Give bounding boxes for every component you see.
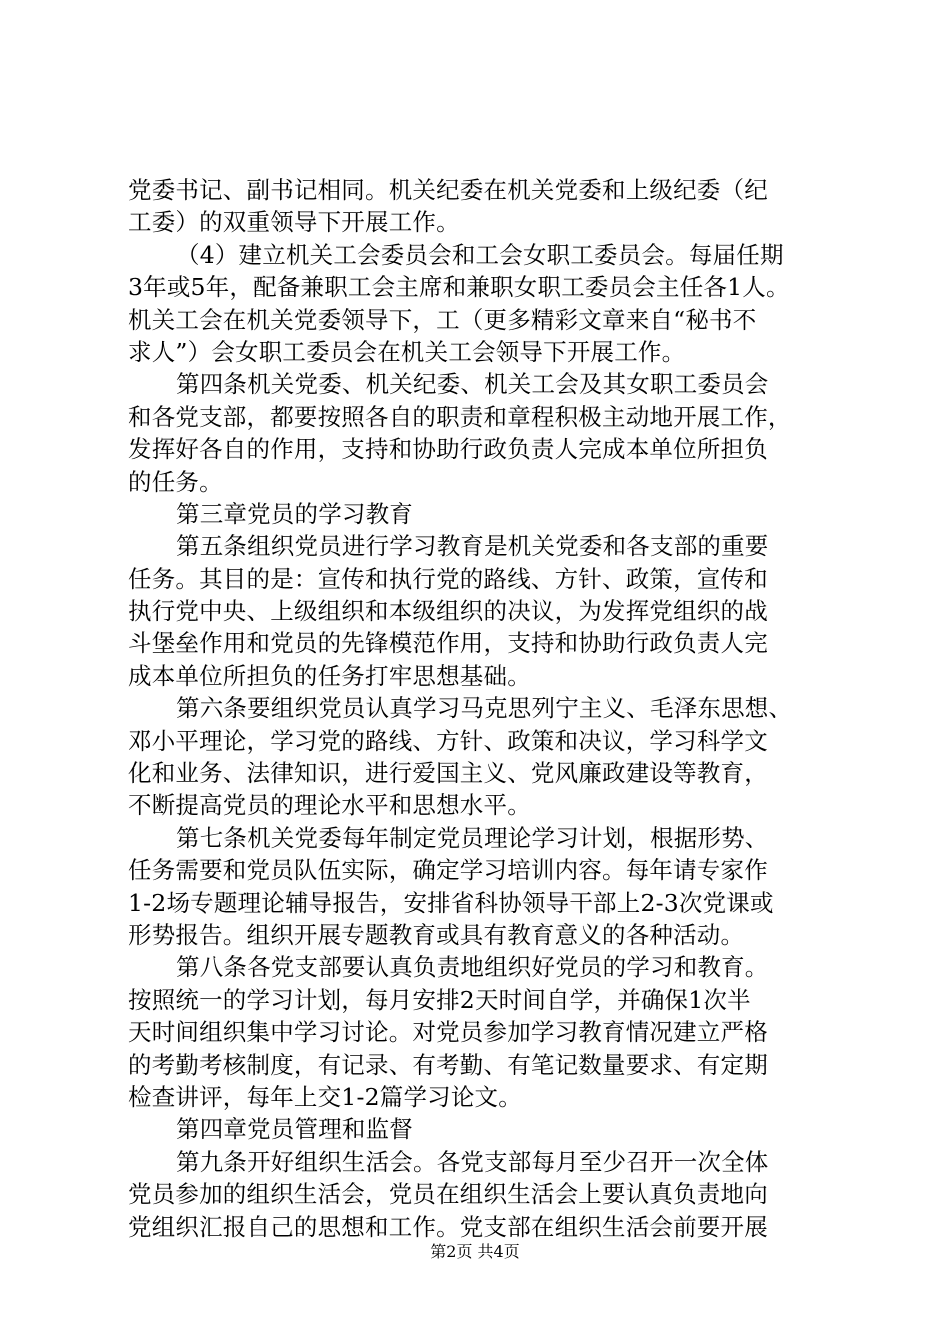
paragraph-first-line: 第八条各党支部要认真负责地组织好党员的学习和教育。	[176, 953, 769, 982]
text-line: 的任务。	[128, 467, 223, 496]
text-line: 党员参加的组织生活会，党员在组织生活会上要认真负责地向	[128, 1180, 768, 1209]
text-line: 形势报告。组织开展专题教育或具有教育意义的各种活动。	[128, 920, 745, 949]
text-line: 3年或5年，配备兼职工会主席和兼职女职工委员会主任各1人。	[128, 273, 790, 302]
text-line: 工委）的双重领导下开展工作。	[128, 208, 460, 237]
paragraph-first-line: 第九条开好组织生活会。各党支部每月至少召开一次全体	[176, 1147, 769, 1176]
text-line: 任务。其目的是：宣传和执行党的路线、方针、政策，宣传和	[128, 564, 768, 593]
text-line: 和各党支部，都要按照各自的职责和章程积极主动地开展工作，	[128, 402, 792, 431]
paragraph-first-line: 第五条组织党员进行学习教育是机关党委和各支部的重要	[176, 532, 769, 561]
page-number-footer: 第2页 共4页	[430, 1242, 520, 1261]
paragraph-first-line: 第六条要组织党员认真学习马克思列宁主义、毛泽东思想、	[176, 694, 793, 723]
paragraph-first-line: （4）建立机关工会委员会和工会女职工委员会。每届任期	[176, 240, 784, 269]
text-line: 成本单位所担负的任务打牢思想基础。	[128, 661, 531, 690]
document-body	[128, 174, 828, 1243]
text-line: 求人”）会女职工委员会在机关工会领导下开展工作。	[128, 337, 686, 366]
paragraph-first-line: 第三章党员的学习教育	[176, 499, 413, 528]
text-line: 1-2场专题理论辅导报告，安排省科协领导干部上2-3次党课或	[128, 888, 774, 917]
text-line: 不断提高党员的理论水平和思想水平。	[128, 791, 531, 820]
paragraph-first-line: 第七条机关党委每年制定党员理论学习计划，根据形势、	[176, 823, 769, 852]
text-line: 的考勤考核制度，有记录、有考勤、有笔记数量要求、有定期	[128, 1050, 768, 1079]
paragraph-first-line: 第四条机关党委、机关纪委、机关工会及其女职工委员会	[176, 370, 769, 399]
text-line: 斗堡垒作用和党员的先锋模范作用，支持和协助行政负责人完	[128, 629, 768, 658]
text-line: 机关工会在机关党委领导下，工（更多精彩文章来自“秘书不	[128, 305, 757, 334]
text-line: 检查讲评，每年上交1-2篇学习论文。	[128, 1082, 522, 1111]
text-line: 化和业务、法律知识，进行爱国主义、党风廉政建设等教育，	[128, 759, 768, 788]
text-line: 邓小平理论，学习党的路线、方针、政策和决议，学习科学文	[128, 726, 768, 755]
text-line: 任务需要和党员队伍实际，确定学习培训内容。每年请专家作	[128, 856, 768, 885]
text-line: 按照统一的学习计划，每月安排2天时间自学，并确保1次半	[128, 985, 751, 1014]
text-line: 党组织汇报自己的思想和工作。党支部在组织生活会前要开展	[128, 1212, 768, 1241]
text-line: 天时间组织集中学习讨论。对党员参加学习教育情况建立严格	[128, 1018, 768, 1047]
text-line: 执行党中央、上级组织和本级组织的决议，为发挥党组织的战	[128, 597, 768, 626]
text-line: 发挥好各自的作用，支持和协助行政负责人完成本单位所担负	[128, 435, 768, 464]
paragraph-first-line: 第四章党员管理和监督	[176, 1115, 413, 1144]
text-line: 党委书记、副书记相同。机关纪委在机关党委和上级纪委（纪	[128, 176, 768, 204]
